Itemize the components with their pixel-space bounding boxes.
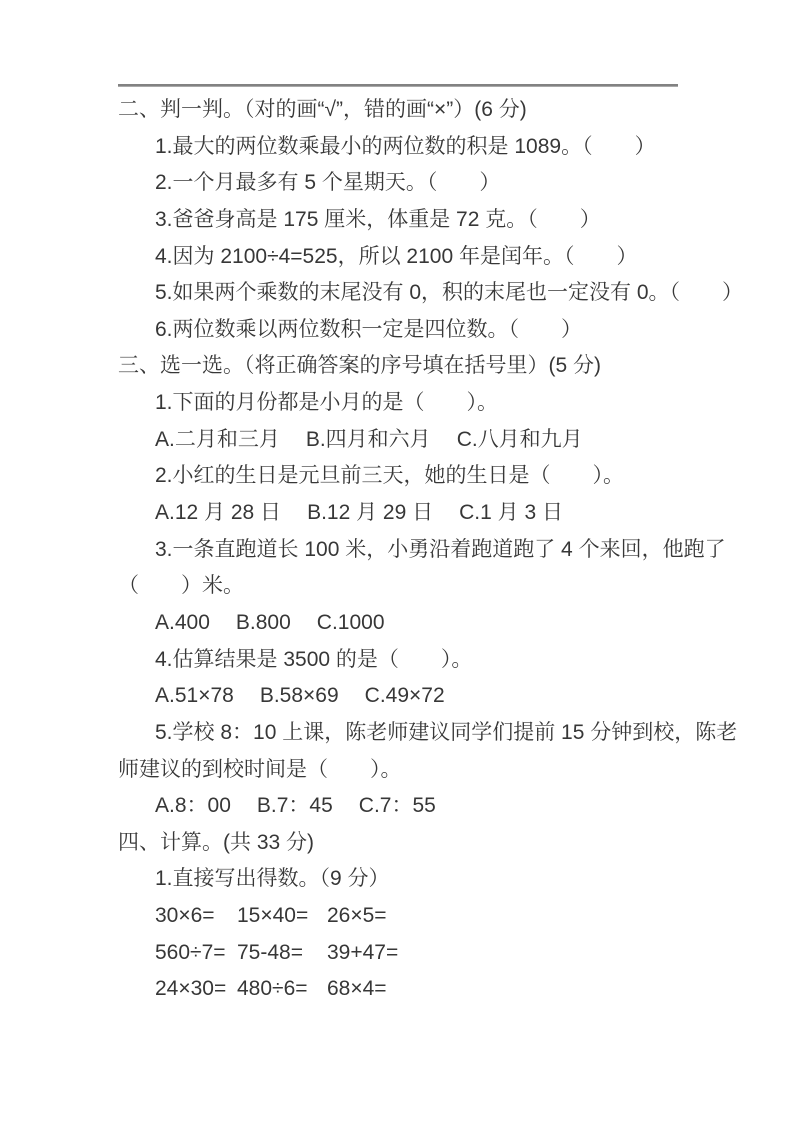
calc-expression: 15×40=: [237, 904, 309, 928]
choice-option: C.7：55: [358, 794, 436, 818]
choice-option: C.八月和九月: [456, 427, 583, 451]
calc-subheading: 1.直接写出得数。（9 分）: [155, 867, 390, 891]
choice-option: B.800: [235, 610, 291, 634]
judge-item-6: 6.两位数乘以两位数积一定是四位数。（ ）: [155, 317, 583, 341]
choice-option: C.49×72: [364, 684, 445, 708]
judge-item-2: 2.一个月最多有 5 个星期天。（ ）: [155, 171, 501, 195]
choice-question-5-stem-line1: 5.学校 8：10 上课，陈老师建议同学们提前 15 分钟到校，陈老: [155, 720, 738, 744]
calc-expression: 24×30=: [155, 977, 227, 1001]
choice-question-5-stem-line2: 师建议的到校时间是（ ）。: [118, 757, 402, 781]
choice-question-1-options: [118, 422, 680, 459]
choice-option: A.8：00: [155, 794, 231, 818]
judge-item-3: 3.爸爸身高是 175 厘米，体重是 72 克。（ ）: [155, 207, 601, 231]
choice-question-4-stem: 4.估算结果是 3500 的是（ ）。: [155, 647, 473, 671]
choice-question-3-stem-line2: （ ）米。: [118, 574, 244, 598]
calc-row-2: [118, 935, 680, 972]
section-choice-heading: 三、选一选。（将正确答案的序号填在括号里）(5 分): [118, 354, 601, 378]
choice-question-2-options: [118, 495, 680, 532]
calc-row-3: [118, 971, 680, 1008]
choice-question-3-options: [118, 605, 680, 642]
choice-option: C.1 月 3 日: [459, 501, 563, 525]
section-judge-heading: 二、判一判。（对的画“√”，错的画“×”）(6 分): [118, 98, 527, 121]
choice-question-2-stem: 2.小红的生日是元旦前三天，她的生日是（ ）。: [155, 464, 625, 488]
choice-option: B.四月和六月: [305, 427, 431, 451]
choice-question-5-options: [118, 788, 680, 825]
choice-question-4-options: [118, 678, 680, 715]
choice-option: A.51×78: [155, 684, 234, 708]
calc-expression: 560÷7=: [155, 940, 226, 964]
calc-expression: 75-48=: [237, 940, 303, 964]
calc-expression: 68×4=: [327, 977, 387, 1001]
choice-option: B.7：45: [256, 794, 333, 818]
section-calc-heading: 四、计算。(共 33 分): [118, 830, 315, 854]
choice-option: A.二月和三月: [155, 427, 280, 451]
choice-option: A.12 月 28 日: [155, 501, 282, 525]
judge-item-4: 4.因为 2100÷4=525，所以 2100 年是闰年。（ ）: [155, 244, 638, 268]
divider-line: [118, 84, 678, 87]
exam-content: [118, 92, 744, 1008]
judge-item-5: 5.如果两个乘数的末尾没有 0，积的末尾也一定没有 0。（ ）: [155, 281, 744, 305]
choice-option: B.12 月 29 日: [307, 501, 434, 525]
judge-item-1: 1.最大的两位数乘最小的两位数的积是 1089。（ ）: [155, 134, 656, 158]
choice-option: A.400: [155, 610, 210, 634]
choice-question-1-stem: 1.下面的月份都是小月的是（ ）。: [155, 391, 499, 415]
calc-expression: 39+47=: [327, 940, 399, 964]
choice-option: C.1000: [316, 610, 385, 634]
calc-row-1: [118, 898, 680, 935]
calc-expression: 30×6=: [155, 904, 215, 928]
choice-option: B.58×69: [259, 684, 339, 708]
choice-question-3-stem-line1: 3.一条直跑道长 100 米，小勇沿着跑道跑了 4 个来回，他跑了: [155, 537, 726, 561]
calc-expression: 480÷6=: [237, 977, 308, 1001]
calc-expression: 26×5=: [327, 904, 387, 928]
